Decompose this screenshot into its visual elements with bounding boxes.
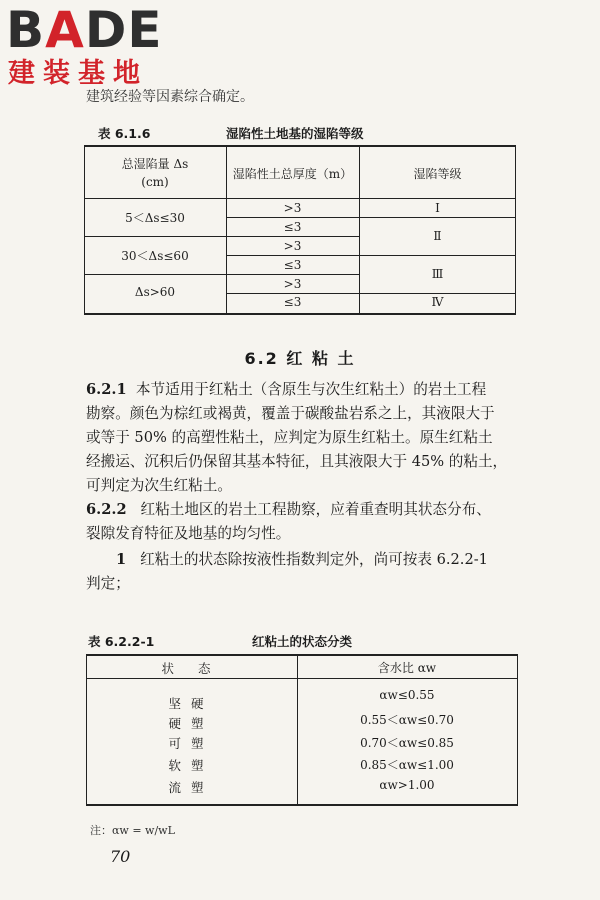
item-number: 1 bbox=[116, 551, 127, 568]
thickness-cell: ≤3 bbox=[283, 258, 302, 272]
table-title: 湿陷性土地基的湿陷等级 bbox=[226, 126, 364, 141]
header-divider bbox=[84, 198, 516, 199]
row-divider bbox=[359, 255, 516, 256]
state-cell: 流塑 bbox=[168, 780, 214, 795]
watermark-logo-chinese: 建装基地 bbox=[8, 58, 148, 89]
thickness-cell: >3 bbox=[283, 201, 302, 215]
row-divider bbox=[226, 217, 359, 218]
state-cell: 坚硬 bbox=[168, 696, 214, 711]
ratio-cell: 0.70＜αw≤0.85 bbox=[360, 736, 454, 750]
item-text: 判定； bbox=[86, 575, 130, 592]
table-note: 注：αw = w/wL bbox=[90, 824, 175, 837]
red-clay-state-table bbox=[86, 654, 518, 804]
group-divider bbox=[84, 274, 359, 275]
clause-text: 本节适用于红粘土（含原生与次生红粘土）的岩土工程 bbox=[135, 381, 487, 398]
header-grade: 湿陷等级 bbox=[413, 167, 462, 181]
row-divider bbox=[226, 255, 359, 256]
clause-number: 6.2.2 bbox=[86, 501, 127, 518]
group-divider bbox=[84, 236, 359, 237]
thickness-cell: ≤3 bbox=[283, 295, 302, 309]
table-number: 表 6.2.2-1 bbox=[88, 634, 155, 649]
thickness-cell: >3 bbox=[283, 277, 302, 291]
clause-6-2-2-line bbox=[86, 498, 491, 519]
range-cell: 5＜Δs≤30 bbox=[125, 211, 185, 225]
range-cell: Δs>60 bbox=[134, 285, 176, 299]
grade-cell: Ⅱ bbox=[433, 229, 442, 243]
clause-text: 可判定为次生红粘土。 bbox=[86, 477, 232, 494]
logo-letter-b: B bbox=[6, 1, 46, 59]
header-divider bbox=[86, 678, 518, 679]
range-cell: 30＜Δs≤60 bbox=[121, 249, 189, 263]
header-unit: (cm) bbox=[141, 175, 169, 189]
section-title: 6.2 红 粘 土 bbox=[244, 349, 356, 368]
thickness-cell: >3 bbox=[283, 239, 302, 253]
ratio-cell: 0.55＜αw≤0.70 bbox=[360, 713, 454, 727]
logo-letters-de: DE bbox=[84, 1, 163, 59]
header-state: 状 态 bbox=[161, 661, 221, 676]
clause-text: 裂隙发育特征及地基的均匀性。 bbox=[86, 525, 291, 542]
clause-text: 勘察。颜色为棕红或褐黄，覆盖于碳酸盐岩系之上，其液限大于 bbox=[86, 405, 495, 422]
thickness-cell: ≤3 bbox=[283, 220, 302, 234]
grade-cell: Ⅰ bbox=[435, 201, 440, 215]
collapsibility-grade-table bbox=[84, 145, 516, 313]
grade-cell: Ⅲ bbox=[431, 267, 444, 281]
row-divider bbox=[359, 217, 516, 218]
clause-number: 6.2.1 bbox=[86, 381, 127, 398]
clause-text: 或等于 50% 的高塑性粘土，应判定为原生红粘土。原生红粘土 bbox=[86, 429, 493, 446]
header-thickness: 湿陷性土总厚度（m） bbox=[232, 167, 353, 181]
page-number: 70 bbox=[110, 847, 131, 866]
ratio-cell: 0.85＜αw≤1.00 bbox=[360, 758, 454, 772]
grade-cell: Ⅳ bbox=[431, 295, 444, 309]
clause-6-2-1-line bbox=[86, 378, 486, 399]
ratio-cell: αw>1.00 bbox=[379, 778, 435, 792]
item-text: 红粘土的状态除按液性指数判定外，尚可按表 6.2.2-1 bbox=[140, 551, 488, 568]
watermark-logo bbox=[6, 2, 163, 58]
table-number: 表 6.1.6 bbox=[98, 126, 151, 141]
ratio-cell: αw≤0.55 bbox=[379, 688, 435, 702]
header-total-collapse: 总湿陷量 Δs bbox=[121, 157, 189, 171]
clause-text: 经搬运、沉积后仍保留其基本特征，且其液限大于 45% 的粘土， bbox=[86, 453, 508, 470]
header-water-ratio: 含水比 αw bbox=[377, 661, 437, 675]
logo-letter-a: A bbox=[45, 1, 85, 59]
row-divider bbox=[359, 293, 516, 294]
table-title: 红粘土的状态分类 bbox=[252, 634, 353, 649]
clause-text: 红粘土地区的岩土工程勘察，应着重查明其状态分布、 bbox=[140, 501, 491, 518]
continuation-text: 建筑经验等因素综合确定。 bbox=[86, 89, 254, 105]
item-1-line bbox=[116, 548, 488, 569]
state-cell: 可塑 bbox=[168, 736, 214, 751]
state-cell: 软塑 bbox=[168, 758, 214, 773]
state-cell: 硬塑 bbox=[168, 716, 214, 731]
row-divider bbox=[226, 293, 359, 294]
